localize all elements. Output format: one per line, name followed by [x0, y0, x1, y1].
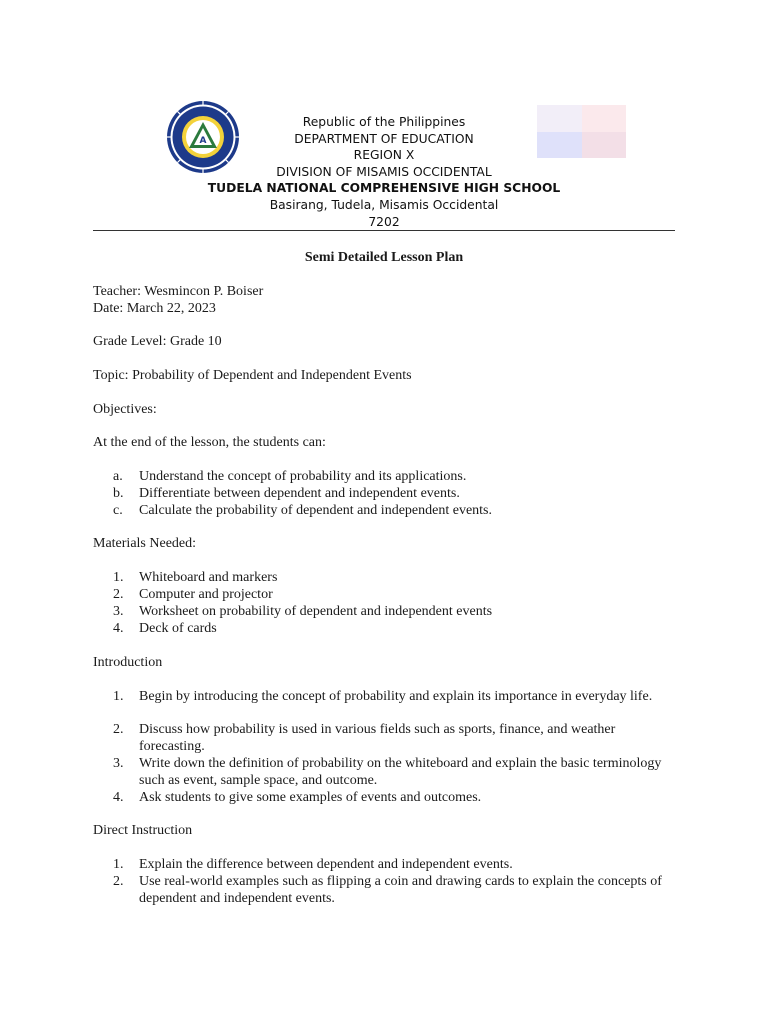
list-item-text: Use real-world examples such as flipping a coin and drawing cards to explain the concepts of dependent and independent events.	[139, 874, 662, 906]
page-title: Semi Detailed Lesson Plan	[304, 250, 464, 265]
list-item-text: Write down the definition of probability on the whiteboard and explain the basic terminology such as event, sample space, and outcome.	[139, 756, 662, 788]
letterhead-address: Basirang, Tudela, Misamis Occidental	[269, 197, 499, 212]
list-item-text: Worksheet on probability of dependent and independent events	[139, 604, 493, 619]
list-item-text: Calculate the probability of dependent and independent events.	[139, 503, 492, 518]
list-marker: b.	[113, 486, 124, 501]
date-line: Date: March 22, 2023	[93, 301, 216, 316]
letterhead-department: DEPARTMENT OF EDUCATION	[294, 131, 474, 146]
list-marker: 2.	[113, 874, 124, 889]
list-marker: 2.	[113, 722, 124, 737]
teacher-line: Teacher: Wesmincon P. Boiser	[93, 284, 264, 299]
svg-text:A: A	[199, 136, 207, 146]
introduction-heading: Introduction	[93, 655, 163, 670]
list-marker: 1.	[113, 689, 124, 704]
list-item-text: Differentiate between dependent and independent events.	[139, 486, 460, 501]
topic-line: Topic: Probability of Dependent and Independent Events	[93, 368, 412, 383]
letterhead-zip: 7202	[368, 214, 400, 229]
list-marker: 4.	[113, 790, 124, 805]
list-marker: 1.	[113, 857, 124, 872]
list-marker: c.	[113, 503, 123, 518]
objectives-heading: Objectives:	[93, 402, 157, 417]
letterhead-school: TUDELA NATIONAL COMPREHENSIVE HIGH SCHOOL	[207, 181, 561, 196]
list-marker: 1.	[113, 570, 124, 585]
list-marker: 3.	[113, 604, 124, 619]
list-item-text: Deck of cards	[139, 621, 217, 636]
list-item-text: Computer and projector	[139, 587, 273, 602]
list-marker: 2.	[113, 587, 124, 602]
letterhead	[180, 114, 588, 230]
grade-level-line: Grade Level: Grade 10	[93, 334, 222, 349]
list-item-text: Ask students to give some examples of events and outcomes.	[139, 790, 482, 805]
header-divider	[93, 230, 675, 231]
list-marker: a.	[113, 469, 123, 484]
list-item-text: Explain the difference between dependent and independent events.	[139, 857, 513, 872]
materials-heading: Materials Needed:	[93, 536, 197, 551]
list-item-text: Understand the concept of probability and its applications.	[139, 469, 467, 484]
list-item-text: Discuss how probability is used in various fields such as sports, finance, and weather forecasting.	[139, 722, 616, 754]
direct-instruction-heading: Direct Instruction	[93, 823, 193, 838]
list-marker: 3.	[113, 756, 124, 771]
letterhead-division: DIVISION OF MISAMIS OCCIDENTAL	[276, 164, 492, 179]
letterhead-region: REGION X	[353, 148, 415, 163]
list-marker: 4.	[113, 621, 124, 636]
objectives-intro: At the end of the lesson, the students can:	[93, 435, 326, 450]
letterhead-republic: Republic of the Philippines	[302, 115, 466, 129]
list-item-text: Whiteboard and markers	[139, 570, 278, 585]
list-item-text: Begin by introducing the concept of probability and explain its importance in everyday life.	[139, 689, 653, 704]
